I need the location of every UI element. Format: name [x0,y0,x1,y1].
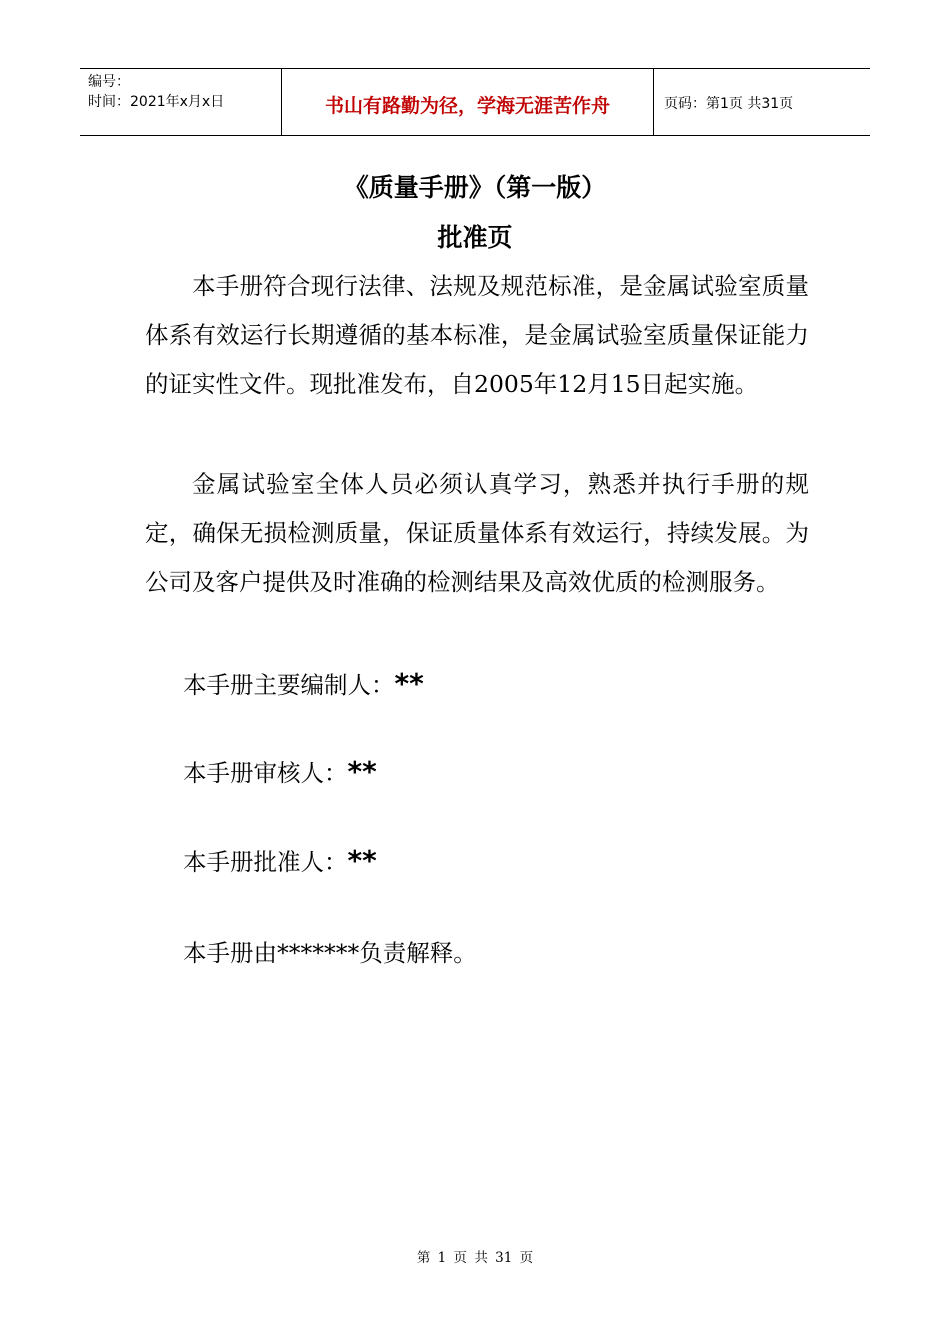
header-time-label: 时间：2021年x月x日 [88,94,225,110]
interpretation-note: 本手册由*******负责解释。 [183,939,477,967]
signature-approver-value: ** [347,844,377,877]
page-footer: 第 1 页 共 31 页 [416,1250,534,1266]
paragraph-approval: 本手册符合现行法律、法规及规范标准，是金属试验室质量体系有效运行长期遵循的基本标准，是金属试验室质量保证能力的证实性文件。现批准发布，自2005年12月15日起实施。 [145,272,809,398]
paragraph-requirements: 金属试验室全体人员必须认真学习，熟悉并执行手册的规定，确保无损检测质量，保证质量体系有效运行，持续发展。为公司及客户提供及时准确的检测结果及高效优质的检测服务。 [145,470,809,596]
document-title: 《质量手册》（第一版） [343,173,607,202]
signature-reviewer-label: 本手册审核人： [183,759,348,787]
page-header [80,68,870,136]
signature-editor-value: ** [394,667,424,700]
signature-editor-label: 本手册主要编制人： [183,671,395,699]
header-meta [80,69,282,135]
signature-reviewer [183,754,377,788]
signature-approver-label: 本手册批准人： [183,848,348,876]
header-motto: 书山有路勤为径，学海无涯苦作舟 [282,69,654,135]
signature-approver [183,843,377,877]
document-subtitle: 批准页 [437,223,513,252]
header-number-label: 编号： [88,74,130,90]
signature-reviewer-value: ** [347,755,377,788]
signature-editor [183,666,424,700]
header-page-info: 页码：第1页 共31页 [664,96,794,112]
